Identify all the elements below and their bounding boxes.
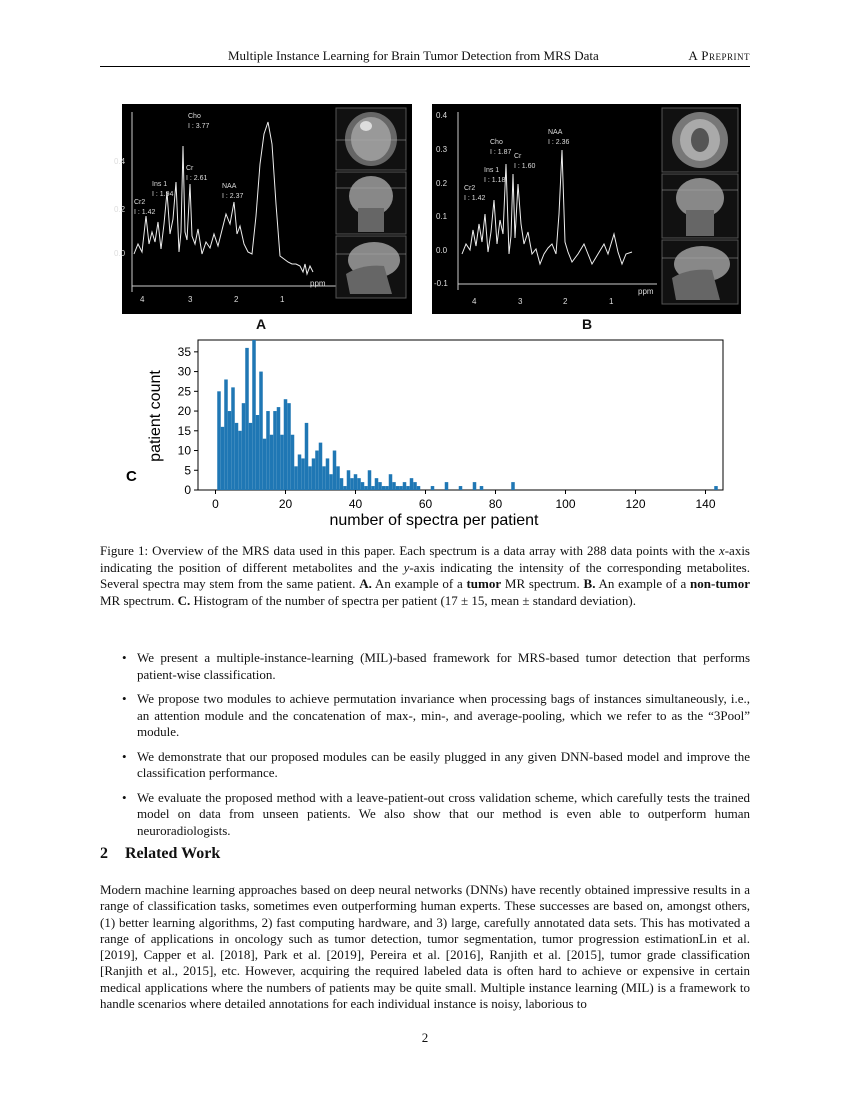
histogram-bar	[399, 486, 403, 490]
panel-b-xtick: 2	[563, 297, 568, 306]
histogram-bar	[385, 486, 389, 490]
panel-b-ytick: -0.1	[434, 279, 448, 288]
histogram-bar	[371, 486, 375, 490]
histogram-bar	[298, 454, 302, 490]
panel-a-peak-name: NAA	[222, 183, 237, 190]
histogram-bar	[413, 482, 417, 490]
x-tick-label: 0	[212, 497, 219, 511]
histogram-bar	[333, 451, 337, 490]
panel-b-ytick: 0.1	[436, 212, 448, 221]
list-item: • We demonstrate that our proposed modules can be easily plugged in any given DNN-based model and improve the classification performance.	[137, 749, 750, 782]
panel-b-peak-intensity: I : 1.42	[464, 195, 486, 202]
panel-a-peak-intensity: I : 1.94	[152, 191, 174, 198]
panel-b-peak-intensity: I : 1.60	[514, 163, 536, 170]
histogram-bar	[417, 486, 421, 490]
figure-caption	[100, 543, 750, 609]
histogram-bar	[245, 348, 249, 490]
x-tick-label: 120	[625, 497, 646, 511]
y-tick-label: 25	[177, 384, 191, 399]
histogram-bar	[480, 486, 484, 490]
histogram-bar	[273, 411, 277, 490]
caption-lead: Figure 1: Overview of the MRS data used in this paper. Each spectrum is a data array with 288 data points with the	[100, 543, 719, 558]
histogram-bar	[301, 458, 305, 490]
panel-b-xtick: 1	[609, 297, 614, 306]
histogram-bar	[382, 486, 386, 490]
caption-c-label: C.	[177, 592, 191, 608]
caption-a-label: A.	[359, 576, 372, 591]
panel-a-mri-coronal	[336, 172, 406, 234]
histogram-bar	[266, 411, 270, 490]
histogram-bar	[221, 427, 225, 490]
caption-a-text2: MR spectrum.	[501, 576, 584, 591]
histogram-bar	[375, 478, 379, 490]
y-tick-label: 5	[184, 463, 191, 478]
caption-b-bold: non-tumor	[690, 576, 750, 591]
histogram-bar	[378, 482, 382, 490]
page-number: 2	[421, 1030, 429, 1045]
contributions-list	[137, 650, 750, 847]
histogram-bar	[714, 486, 718, 490]
histogram-bar	[256, 415, 260, 490]
list-item: • We propose two modules to achieve permutation invariance when processing bags of instances simultaneously, i.e., an attention module and the concatenation of max-, min-, and average-pooling, which we refer to as the “3Pool” module.	[137, 691, 750, 741]
panel-b-label: B	[582, 316, 593, 332]
x-tick-label: 40	[348, 497, 363, 511]
histogram-bar	[343, 486, 347, 490]
panel-b-mri-axial	[662, 108, 738, 172]
histogram-bar	[270, 435, 274, 490]
header-title: Multiple Instance Learning for Brain Tumor Detection from MRS Data	[228, 48, 599, 63]
panel-c-label: C	[126, 468, 137, 485]
x-tick-label: 80	[488, 497, 503, 511]
panel-b-xtick: 3	[518, 297, 523, 306]
panel-b-ytick: 0.3	[436, 145, 448, 154]
histogram-bar	[361, 482, 365, 490]
panel-a-peak-name: Cho	[188, 113, 201, 120]
histogram-bar	[445, 482, 449, 490]
histogram-bar	[357, 478, 361, 490]
section-number: 2	[100, 845, 108, 862]
histogram-bar	[473, 482, 477, 490]
histogram-bar	[238, 431, 242, 490]
histogram-bar	[224, 379, 228, 490]
panel-b-peak-intensity: I : 1.87	[490, 149, 512, 156]
caption-yvar: y	[403, 559, 410, 575]
section-heading	[100, 845, 220, 863]
histogram-bar	[277, 407, 281, 490]
caption-a-bold: tumor	[466, 576, 502, 591]
histogram-bar	[280, 435, 284, 490]
panel-a-mri-sagittal	[336, 236, 406, 298]
panel-a-xtick: 4	[140, 295, 145, 304]
histogram-bar	[511, 482, 515, 490]
histogram-bar	[284, 399, 288, 490]
x-tick-label: 60	[418, 497, 433, 511]
panel-b-mri-sagittal	[662, 240, 738, 304]
panel-b-spectrum	[432, 104, 741, 314]
histogram-bar	[396, 486, 400, 490]
histogram-bar	[287, 403, 291, 490]
panel-a-label: A	[256, 316, 267, 332]
caption-c-text: Histogram of the number of spectra per patient (17 ± 15, mean ± standard deviation).	[190, 592, 636, 608]
histogram-bar	[263, 439, 267, 490]
caption-b-text1: An example of a	[595, 576, 691, 591]
histogram-bar	[249, 423, 253, 490]
histogram-bar	[228, 411, 232, 490]
histogram-y-label: patient count	[147, 370, 164, 462]
caption-b-text2: MR spectrum.	[100, 592, 178, 608]
histogram-bar	[235, 423, 239, 490]
y-tick-label: 30	[177, 364, 191, 379]
histogram-bar	[294, 466, 298, 490]
x-tick-label: 100	[555, 497, 576, 511]
histogram-bar	[305, 423, 309, 490]
histogram-bar	[259, 372, 263, 490]
histogram-bar	[326, 458, 330, 490]
histogram-bar	[308, 466, 312, 490]
panel-a-ytick: 0.2	[114, 205, 126, 214]
panel-a-xtick: 3	[188, 295, 193, 304]
panel-b-peak-name: Cho	[490, 139, 503, 146]
histogram-x-label: number of spectra per patient	[329, 512, 539, 529]
y-tick-label: 35	[177, 344, 191, 359]
panel-c-histogram	[120, 336, 740, 536]
panel-a-ytick: 0.4	[114, 157, 126, 166]
panel-b-peak-intensity: I : 2.36	[548, 139, 570, 146]
panel-a-peak-name: Ins 1	[152, 181, 168, 188]
histogram-bar	[340, 478, 344, 490]
histogram-bar	[319, 443, 323, 490]
panel-a-peak-intensity: I : 2.61	[186, 175, 208, 182]
y-tick-label: 0	[184, 483, 191, 497]
panel-a-peak-name: Cr2	[134, 199, 146, 206]
histogram-bar	[291, 435, 295, 490]
panel-a-peak-intensity: I : 2.37	[222, 193, 244, 200]
histogram-bar	[329, 474, 333, 490]
histogram-bar	[336, 466, 340, 490]
panel-a-xunit: ppm	[310, 279, 326, 288]
histogram-bar	[322, 466, 326, 490]
panel-a-spectrum	[114, 104, 412, 314]
panel-b-mri-coronal	[662, 174, 738, 238]
histogram-bar	[368, 470, 372, 490]
running-header	[100, 48, 750, 67]
histogram-bar	[364, 486, 368, 490]
body-paragraph: Modern machine learning approaches based on deep neural networks (DNNs) have recently obtained impressive results in a range of classification tasks, sometimes even outperforming human experts. These successes are based on, amongst others, (1) better learning algorithms, 2) fast computing hardware, and 3) large, carefully annotated data sets. This has motivated a range of applications in oncology such as tumor detection, tumor segmentation, tumor progression estimationLin et al. [2019], Capper et al. [2018], Park et al. [2019], Pereira et al. [2016], Ranjith et al. [2015], tumor grade classification [Ranjith et al., 2015], etc. However, acquiring the required labeled data is often hard to achieve or expensive in certain medical applications where the numbers of patients may be quite small. Multiple instance learning (MIL) is a framework to handle scenarios where detailed annotations for each individual instance is noisy, laborious to	[100, 882, 750, 1012]
panel-a-mri-axial	[336, 108, 406, 170]
histogram-bar	[392, 482, 396, 490]
histogram-bar	[347, 470, 351, 490]
list-item: • We evaluate the proposed method with a leave-patient-out cross validation scheme, which carefully tests the trained model on data from unseen patients. We also show that our method is even able to outperform human neuroradiologists.	[137, 790, 750, 840]
histogram-bar	[242, 403, 246, 490]
panel-b-peak-name: Cr	[514, 153, 522, 160]
list-item: • We present a multiple-instance-learning (MIL)-based framework for MRS-based tumor detection that performs patient-wise classification.	[137, 650, 750, 683]
panel-a-peak-intensity: I : 3.77	[188, 123, 210, 130]
x-tick-label: 140	[695, 497, 716, 511]
histogram-bar	[231, 387, 235, 490]
histogram-bar	[315, 451, 319, 490]
section-title: Related Work	[125, 845, 221, 862]
y-tick-label: 10	[177, 443, 191, 458]
histogram-bar	[410, 478, 414, 490]
histogram-bar	[354, 474, 358, 490]
histogram-bar	[252, 340, 256, 490]
panel-b-ytick: 0.0	[436, 246, 448, 255]
histogram-bar	[403, 482, 407, 490]
caption-mid2: -axis indicating the intensity of the corresponding metabolites. Several spectra may stem from the same patient.	[100, 559, 750, 591]
panel-b-xunit: ppm	[638, 287, 654, 296]
panel-b-peak-name: Ins 1	[484, 167, 500, 174]
histogram-bar	[406, 486, 410, 490]
caption-a-text1: An example of a	[371, 576, 467, 591]
panel-a-xtick: 1	[280, 295, 285, 304]
panel-a-peak-name: Cr	[186, 165, 194, 172]
panel-a-peak-intensity: I : 1.42	[134, 209, 156, 216]
panel-b-peak-intensity: I : 1.18	[484, 177, 506, 184]
panel-b-ytick: 0.4	[436, 111, 448, 120]
caption-b-label: B.	[583, 576, 596, 591]
histogram-bar	[217, 391, 221, 490]
histogram-bar	[389, 474, 393, 490]
y-tick-label: 15	[177, 423, 191, 438]
histogram-bar	[459, 486, 463, 490]
panel-b-peak-name: Cr2	[464, 185, 476, 192]
panel-b-peak-name: NAA	[548, 129, 563, 136]
histogram-bar	[350, 478, 354, 490]
header-preprint: A Preprint	[688, 48, 750, 63]
histogram-bar	[312, 458, 316, 490]
panel-b-xtick: 4	[472, 297, 477, 306]
caption-xvar: x	[718, 543, 725, 558]
y-tick-label: 20	[177, 404, 191, 419]
caption-mid1: -axis indicating the position of different metabolites and the	[100, 543, 750, 575]
x-tick-label: 20	[278, 497, 293, 511]
panel-a-xtick: 2	[234, 295, 239, 304]
histogram-bar	[431, 486, 435, 490]
panel-a-ytick: 0.0	[114, 249, 126, 258]
panel-b-ytick: 0.2	[436, 179, 448, 188]
